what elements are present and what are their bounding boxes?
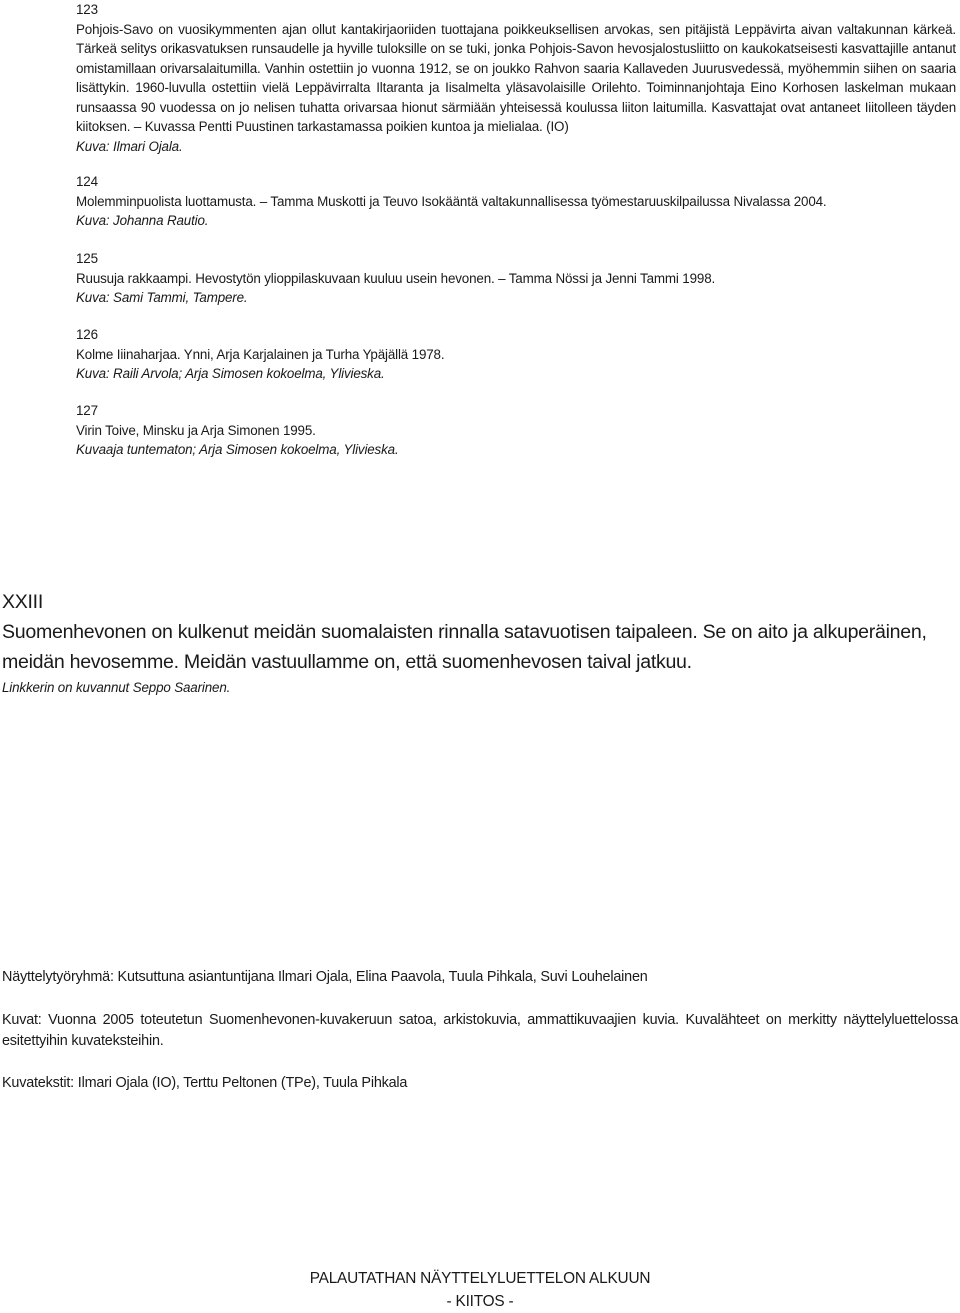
entry-text: Virin Toive, Minsku ja Arja Simonen 1995. [76,422,316,438]
catalog-entry-123 [76,0,956,156]
entry-photo-credit: Kuvaaja tuntematon; Arja Simosen kokoelma, Ylivieska. [76,442,399,457]
info-working-group [2,967,958,988]
entry-text: Molemminpuolista luottamusta. – Tamma Muskotti ja Teuvo Isokääntä valtakunnallisessa työmestaruuskilpailussa Nivalassa 2004. [76,193,827,209]
closing-numeral: XXIII [2,591,43,613]
info-captions [2,1073,958,1094]
footer-return-request: PALAUTATHAN NÄYTTELYLUETTELON ALKUUN [309,1270,651,1287]
entry-number: 125 [76,251,98,266]
entry-number: 126 [76,327,98,342]
entry-photo-credit: Kuva: Sami Tammi, Tampere. [76,290,248,305]
closing-section [2,587,958,699]
entry-photo-credit: Kuva: Johanna Rautio. [76,213,209,228]
footer-note [0,1267,960,1313]
catalog-entry-125 [76,249,956,308]
entry-text: Pohjois-Savo on vuosikymmenten ajan ollut kantakirjaoriiden tuottajana poikkeuksellisen arvokas, sen pitäjistä Leppävirta aivan valtakunnan kärkeä. Tärkeä selitys orikasvatuksen runsaudelle ja hyville tuloksille on se tuki, jonka Pohjois-Savon hevosjalostusliitto on kaukokatseisesti kasvattajille antanut omistamillaan orivarsalaitumilla. Vanhin ostettiin jo vuonna 1912, se on joukko Rahvon saaria Kallaveden Juurusvedessä, myöhemmin siihen on saaria lisättykin. 1960-luvulla ostettiin vielä Leppävirralta Iltaranta ja Iisalmelta yläsavolaisille Orilehto. Toiminnanjohtaja Eino Korhosen laskelman mukaan runsaassa 90 vuodessa on jo nelisen tuhatta orivarsaa hionut särmiään yhteisessä koulussa liiton laitumilla. Kasvattajat ovat antaneet Iiitolleen täyden kiitoksen. – Kuvassa Pentti Puustinen tarkastamassa poikien kuntoa ja mielialaa. (IO) [76,21,956,134]
closing-statement: Suomenhevonen on kulkenut meidän suomalaisten rinnalla satavuotisen taipaleen. Se on aito ja alkuperäinen, meidän hevosemme. Meidän vastuullamme on, että suomenhevosen taival jatkuu. [2,621,927,673]
entry-number: 123 [76,2,98,17]
entry-number: 127 [76,403,98,418]
entry-text: Ruusuja rakkaampi. Hevostytön ylioppilaskuvaan kuuluu usein hevonen. – Tamma Nössi ja Jenni Tammi 1998. [76,270,716,286]
entry-photo-credit: Kuva: Ilmari Ojala. [76,138,183,154]
catalog-entry-127 [76,401,956,460]
info-images [2,1010,958,1052]
closing-photo-credit: Linkkerin on kuvannut Seppo Saarinen. [2,680,231,695]
footer-thanks: - KIITOS - [446,1293,514,1310]
captions-text: Kuvatekstit: Ilmari Ojala (IO), Terttu Peltonen (TPe), Tuula Pihkala [2,1075,408,1091]
working-group-text: Näyttelytyöryhmä: Kutsuttuna asiantuntijana Ilmari Ojala, Elina Paavola, Tuula Pihkala, Suvi Louhelainen [2,969,648,985]
catalog-entry-126 [76,325,956,384]
entry-photo-credit: Kuva: Raili Arvola; Arja Simosen kokoelma, Ylivieska. [76,366,385,381]
entry-number: 124 [76,174,98,189]
catalog-entry-124 [76,172,956,231]
entry-text: Kolme Iiinaharjaa. Ynni, Arja Karjalainen ja Turha Ypäjällä 1978. [76,346,445,362]
images-text: Kuvat: Vuonna 2005 toteutetun Suomenhevonen-kuvakeruun satoa, arkistokuvia, ammattikuvaajien kuvia. Kuvalähteet on merkitty näyttelyluettelossa esitettyihin kuvateksteihin. [2,1012,958,1049]
